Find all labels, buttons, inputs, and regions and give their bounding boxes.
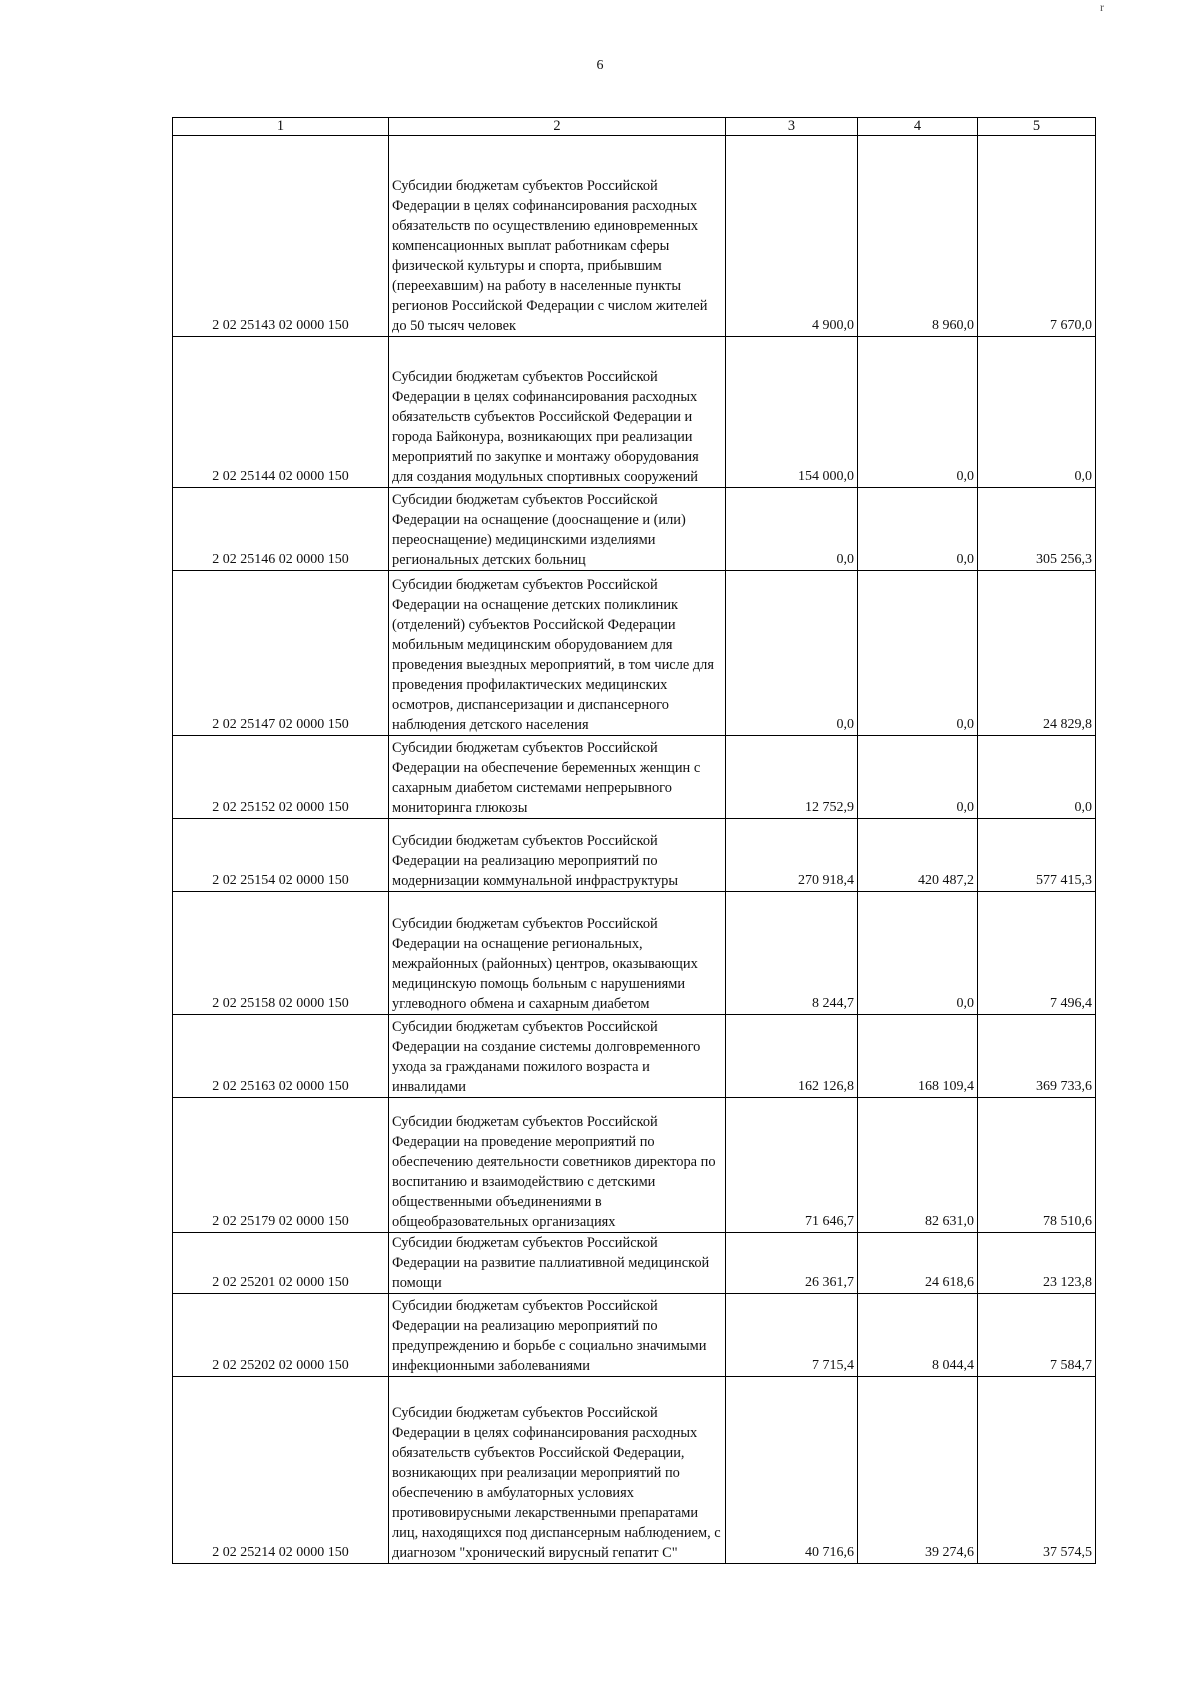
table-row bbox=[173, 571, 1096, 736]
description-cell: Субсидии бюджетам субъектов Российской Федерации на развитие паллиативной медицинской помощи bbox=[389, 1233, 726, 1294]
description-cell: Субсидии бюджетам субъектов Российской Федерации на оснащение (дооснащение и (или) переоснащение) медицинскими изделиями региональных детских больниц bbox=[389, 488, 726, 571]
value-col4-cell: 8 044,4 bbox=[858, 1294, 978, 1377]
column-header-5: 5 bbox=[978, 118, 1096, 136]
budget-code-cell: 2 02 25179 02 0000 150 bbox=[173, 1098, 389, 1233]
value-col3-cell: 26 361,7 bbox=[726, 1233, 858, 1294]
value-col4-cell: 420 487,2 bbox=[858, 819, 978, 892]
table-row bbox=[173, 1233, 1096, 1294]
budget-code-cell: 2 02 25143 02 0000 150 bbox=[173, 136, 389, 337]
table-row bbox=[173, 488, 1096, 571]
value-col3-cell: 154 000,0 bbox=[726, 337, 858, 488]
value-col4-cell: 168 109,4 bbox=[858, 1015, 978, 1098]
value-col3-cell: 8 244,7 bbox=[726, 892, 858, 1015]
column-header-4: 4 bbox=[858, 118, 978, 136]
table-row bbox=[173, 1015, 1096, 1098]
value-col4-cell: 24 618,6 bbox=[858, 1233, 978, 1294]
value-col5-cell: 23 123,8 bbox=[978, 1233, 1096, 1294]
value-col4-cell: 0,0 bbox=[858, 488, 978, 571]
column-header-3: 3 bbox=[726, 118, 858, 136]
table-row bbox=[173, 892, 1096, 1015]
budget-code-cell: 2 02 25201 02 0000 150 bbox=[173, 1233, 389, 1294]
budget-code-cell: 2 02 25144 02 0000 150 bbox=[173, 337, 389, 488]
table-row bbox=[173, 1098, 1096, 1233]
value-col3-cell: 40 716,6 bbox=[726, 1377, 858, 1564]
description-cell: Субсидии бюджетам субъектов Российской Федерации в целях софинансирования расходных обязательств субъектов Российской Федерации, возникающих при реализации мероприятий по обеспечению в амбулаторных условиях противовирусными лекарственными препаратами лиц, находящихся под диспансерным наблюдением, с диагнозом "хронический вирусный гепатит С" bbox=[389, 1377, 726, 1564]
page-number: 6 bbox=[596, 58, 604, 73]
table-row bbox=[173, 1377, 1096, 1564]
description-cell: Субсидии бюджетам субъектов Российской Федерации на проведение мероприятий по обеспечению деятельности советников директора по воспитанию и взаимодействию с детскими общественными объединениями в общеобразовательных организациях bbox=[389, 1098, 726, 1233]
value-col5-cell: 577 415,3 bbox=[978, 819, 1096, 892]
budget-code-cell: 2 02 25154 02 0000 150 bbox=[173, 819, 389, 892]
value-col5-cell: 7 670,0 bbox=[978, 136, 1096, 337]
value-col5-cell: 37 574,5 bbox=[978, 1377, 1096, 1564]
column-header-1: 1 bbox=[173, 118, 389, 136]
budget-code-cell: 2 02 25163 02 0000 150 bbox=[173, 1015, 389, 1098]
description-cell: Субсидии бюджетам субъектов Российской Федерации на оснащение региональных, межрайонных (районных) центров, оказывающих медицинскую помощь больным с нарушениями углеводного обмена и сахарным диабетом bbox=[389, 892, 726, 1015]
description-cell: Субсидии бюджетам субъектов Российской Федерации на обеспечение беременных женщин с сахарным диабетом системами непрерывного мониторинга глюкозы bbox=[389, 736, 726, 819]
value-col5-cell: 305 256,3 bbox=[978, 488, 1096, 571]
value-col4-cell: 0,0 bbox=[858, 892, 978, 1015]
value-col4-cell: 39 274,6 bbox=[858, 1377, 978, 1564]
description-cell: Субсидии бюджетам субъектов Российской Федерации на реализацию мероприятий по модернизации коммунальной инфраструктуры bbox=[389, 819, 726, 892]
budget-code-cell: 2 02 25158 02 0000 150 bbox=[173, 892, 389, 1015]
description-cell: Субсидии бюджетам субъектов Российской Федерации в целях софинансирования расходных обязательств по осуществлению единовременных компенсационных выплат работникам сферы физической культуры и спорта, прибывшим (переехавшим) на работу в населенные пункты регионов Российской Федерации с числом жителей до 50 тысяч человек bbox=[389, 136, 726, 337]
description-cell: Субсидии бюджетам субъектов Российской Федерации на реализацию мероприятий по предупреждению и борьбе с социально значимыми инфекционными заболеваниями bbox=[389, 1294, 726, 1377]
value-col4-cell: 0,0 bbox=[858, 571, 978, 736]
description-cell: Субсидии бюджетам субъектов Российской Федерации на оснащение детских поликлиник (отделений) субъектов Российской Федерации мобильным медицинским оборудованием для проведения выездных мероприятий, в том числе для проведения профилактических медицинских осмотров, диспансеризации и диспансерного наблюдения детского населения bbox=[389, 571, 726, 736]
budget-code-cell: 2 02 25147 02 0000 150 bbox=[173, 571, 389, 736]
budget-code-cell: 2 02 25146 02 0000 150 bbox=[173, 488, 389, 571]
value-col4-cell: 82 631,0 bbox=[858, 1098, 978, 1233]
value-col4-cell: 8 960,0 bbox=[858, 136, 978, 337]
value-col3-cell: 270 918,4 bbox=[726, 819, 858, 892]
value-col3-cell: 12 752,9 bbox=[726, 736, 858, 819]
value-col3-cell: 71 646,7 bbox=[726, 1098, 858, 1233]
table-row bbox=[173, 736, 1096, 819]
table-row bbox=[173, 1294, 1096, 1377]
value-col4-cell: 0,0 bbox=[858, 736, 978, 819]
table-row bbox=[173, 136, 1096, 337]
value-col5-cell: 369 733,6 bbox=[978, 1015, 1096, 1098]
value-col3-cell: 162 126,8 bbox=[726, 1015, 858, 1098]
value-col5-cell: 0,0 bbox=[978, 736, 1096, 819]
budget-table bbox=[172, 117, 1096, 1564]
value-col3-cell: 0,0 bbox=[726, 488, 858, 571]
value-col3-cell: 0,0 bbox=[726, 571, 858, 736]
value-col5-cell: 7 496,4 bbox=[978, 892, 1096, 1015]
budget-code-cell: 2 02 25214 02 0000 150 bbox=[173, 1377, 389, 1564]
corner-mark: r bbox=[1100, 0, 1104, 14]
table-row bbox=[173, 337, 1096, 488]
value-col5-cell: 78 510,6 bbox=[978, 1098, 1096, 1233]
value-col5-cell: 7 584,7 bbox=[978, 1294, 1096, 1377]
description-cell: Субсидии бюджетам субъектов Российской Федерации в целях софинансирования расходных обязательств субъектов Российской Федерации и города Байконура, возникающих при реализации мероприятий по закупке и монтажу оборудования для создания модульных спортивных сооружений bbox=[389, 337, 726, 488]
value-col3-cell: 7 715,4 bbox=[726, 1294, 858, 1377]
budget-code-cell: 2 02 25152 02 0000 150 bbox=[173, 736, 389, 819]
table-header-row bbox=[173, 118, 1096, 136]
value-col5-cell: 24 829,8 bbox=[978, 571, 1096, 736]
table-row bbox=[173, 819, 1096, 892]
budget-code-cell: 2 02 25202 02 0000 150 bbox=[173, 1294, 389, 1377]
value-col4-cell: 0,0 bbox=[858, 337, 978, 488]
column-header-2: 2 bbox=[389, 118, 726, 136]
value-col5-cell: 0,0 bbox=[978, 337, 1096, 488]
description-cell: Субсидии бюджетам субъектов Российской Федерации на создание системы долговременного ухода за гражданами пожилого возраста и инвалидами bbox=[389, 1015, 726, 1098]
value-col3-cell: 4 900,0 bbox=[726, 136, 858, 337]
